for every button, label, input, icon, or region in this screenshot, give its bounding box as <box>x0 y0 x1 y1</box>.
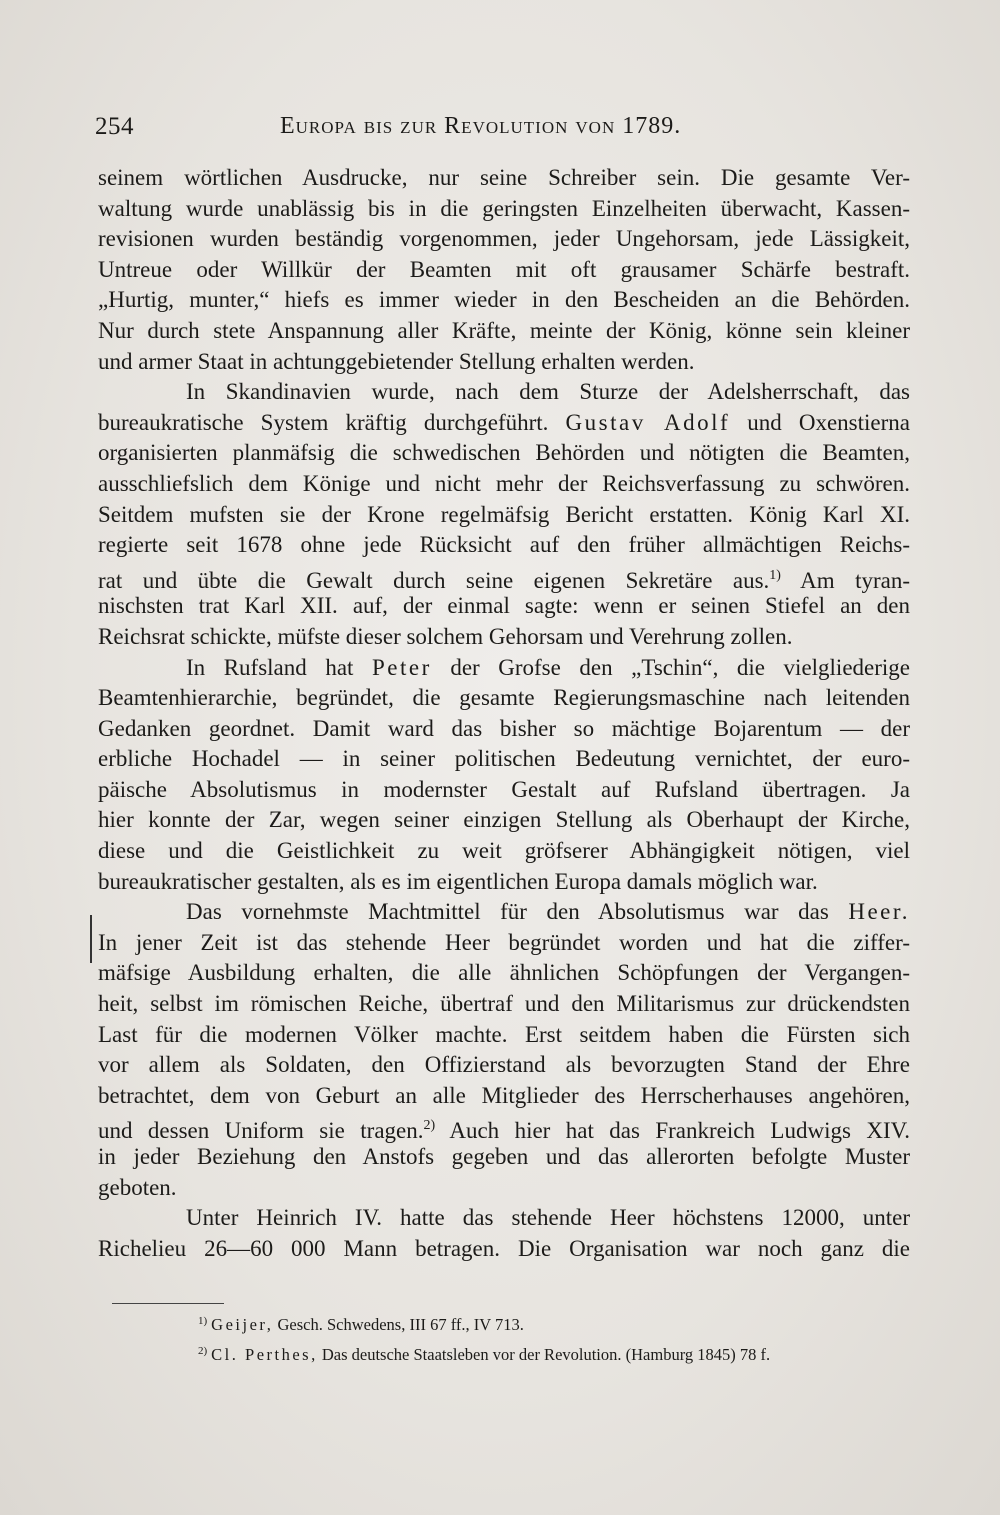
running-title: Europa bis zur Revolution von 1789. <box>280 113 682 139</box>
page-number: 254 <box>95 113 134 140</box>
footnote-mark: 2) <box>198 1345 208 1357</box>
text-line <box>98 561 910 592</box>
text-line: und armer Staat in achtunggebietender Stellung erhalten werden. <box>98 348 695 374</box>
text-line: regierte seit 1678 ohne jede Rücksicht auf den früher allmächtigen Reichs- <box>98 532 910 558</box>
text-line: Beamtenhierarchie, begründet, die gesamte Regierungsmaschine nach leitenden <box>98 685 910 711</box>
text-line: waltung wurde unablässig bis in die geringsten Einzelheiten überwacht, Kassen- <box>98 195 910 221</box>
text-line: „Hurtig, munter,“ hiefs es immer wieder in den Bescheiden an die Behörden. <box>98 287 910 313</box>
text-line: Gedanken geordnet. Damit ward das bisher so mächtige Bojarentum — der <box>98 715 910 741</box>
spaced-name: Peter <box>372 654 432 680</box>
page-header <box>95 113 915 153</box>
footnotes <box>198 1308 918 1368</box>
text-line: heit, selbst im römischen Reiche, übertraf und den Militarismus zur drückendsten <box>98 991 910 1017</box>
body-text <box>98 163 910 1264</box>
text-line: In jener Zeit ist das stehende Heer begründet worden und hat die ziffer- <box>98 929 910 955</box>
text-line: betrachtet, dem von Geburt an alle Mitglieder des Herrscherhauses angehören, <box>98 1082 910 1108</box>
text-line: Nur durch stete Anspannung aller Kräfte, meinte der König, könne sein kleiner <box>98 317 910 343</box>
text-line: diese und die Geistlichkeit zu weit gröfserer Abhängigkeit nötigen, viel <box>98 838 910 864</box>
spaced-name: Gustav Adolf <box>565 409 731 435</box>
text-line <box>98 897 910 928</box>
text-line <box>98 408 910 439</box>
text-segment: Am tyran- <box>800 567 911 593</box>
footnote-author: Cl. Perthes, <box>211 1345 318 1364</box>
text-line: ausschliefslich dem Könige und nicht mehr der Reichsverfassung zu schwören. <box>98 470 910 496</box>
text-line: Reichsrat schickte, müfste dieser solchem Gehorsam und Verehrung zollen. <box>98 623 793 649</box>
footnote-marker: 1) <box>769 567 781 583</box>
footnote-1 <box>198 1308 918 1338</box>
text-line: nischsten trat Karl XII. auf, der einmal sagte: wenn er seinen Stiefel an den <box>98 593 910 619</box>
text-line: bureaukratischer gestalten, als es im eigentlichen Europa damals möglich war. <box>98 868 818 894</box>
text-line: Richelieu 26—60 000 Mann betragen. Die Organisation war noch ganz die <box>98 1235 910 1261</box>
text-line: Seitdem mufsten sie der Krone regelmäfsig Bericht erstatten. König Karl XI. <box>98 501 910 527</box>
text-line: mäfsige Ausbildung erhalten, die alle ähnlichen Schöpfungen der Vergangen- <box>98 960 910 986</box>
footnote-text: Gesch. Schwedens, III 67 ff., IV 713. <box>277 1315 524 1334</box>
text-line: Last für die modernen Völker machte. Erst seitdem haben die Fürsten sich <box>98 1021 910 1047</box>
margin-mark <box>90 915 92 963</box>
footnote-text: Das deutsche Staatsleben vor der Revolution. (Hamburg 1845) 78 f. <box>321 1345 771 1364</box>
text-segment: und dessen Uniform sie tragen. <box>98 1118 424 1144</box>
footnote-author: Geijer, <box>211 1315 274 1334</box>
text-line: Unter Heinrich IV. hatte das stehende Heer höchstens 12000, unter <box>186 1205 910 1231</box>
text-line: organisierten planmäfsig die schwedischen Behörden und nötigten die Beamten, <box>98 440 910 466</box>
text-segment: rat und übte die Gewalt durch seine eigenen Sekretäre aus. <box>98 567 770 593</box>
text-line: hier konnte der Zar, wegen seiner einzigen Stellung als Oberhaupt der Kirche, <box>98 807 910 833</box>
text-segment: Das vornehmste Machtmittel für den Absolutismus war das <box>186 899 829 925</box>
text-segment: Auch hier hat das Frankreich Ludwigs XIV. <box>449 1118 910 1144</box>
text-line: Untreue oder Willkür der Beamten mit oft grausamer Schärfe bestraft. <box>98 256 910 282</box>
text-line: geboten. <box>98 1174 177 1200</box>
text-line: vor allem als Soldaten, den Offizierstand als bevorzugten Stand der Ehre <box>98 1052 910 1078</box>
text-segment: der Grofse den „Tschin“, die vielgliederige <box>450 654 910 680</box>
text-line: revisionen wurden beständig vorgenommen, jeder Ungehorsam, jede Lässigkeit, <box>98 226 910 252</box>
text-segment: In Rufsland hat <box>186 654 354 680</box>
text-line <box>98 1111 910 1142</box>
text-line: päische Absolutismus in modernster Gestalt auf Rufsland übertragen. Ja <box>98 776 910 802</box>
text-line: seinem wörtlichen Ausdrucke, nur seine Schreiber sein. Die gesamte Ver- <box>98 165 910 190</box>
text-line <box>98 653 910 684</box>
text-segment: bureaukratische System kräftig durchgeführt. <box>98 409 549 435</box>
footnote-rule <box>112 1303 224 1304</box>
text-line: In Skandinavien wurde, nach dem Sturze der Adelsherrschaft, das <box>186 379 910 405</box>
text-segment: und Oxenstierna <box>747 409 910 435</box>
footnote-2 <box>198 1338 918 1368</box>
text-line: in jeder Beziehung den Anstofs gegeben und das allerorten befolgte Muster <box>98 1144 910 1169</box>
spaced-word: Heer. <box>848 899 910 925</box>
footnote-marker: 2) <box>423 1118 436 1134</box>
footnote-mark: 1) <box>198 1315 208 1327</box>
text-line: erbliche Hochadel — in seiner politischen Bedeutung vernichtet, der euro- <box>98 746 910 772</box>
